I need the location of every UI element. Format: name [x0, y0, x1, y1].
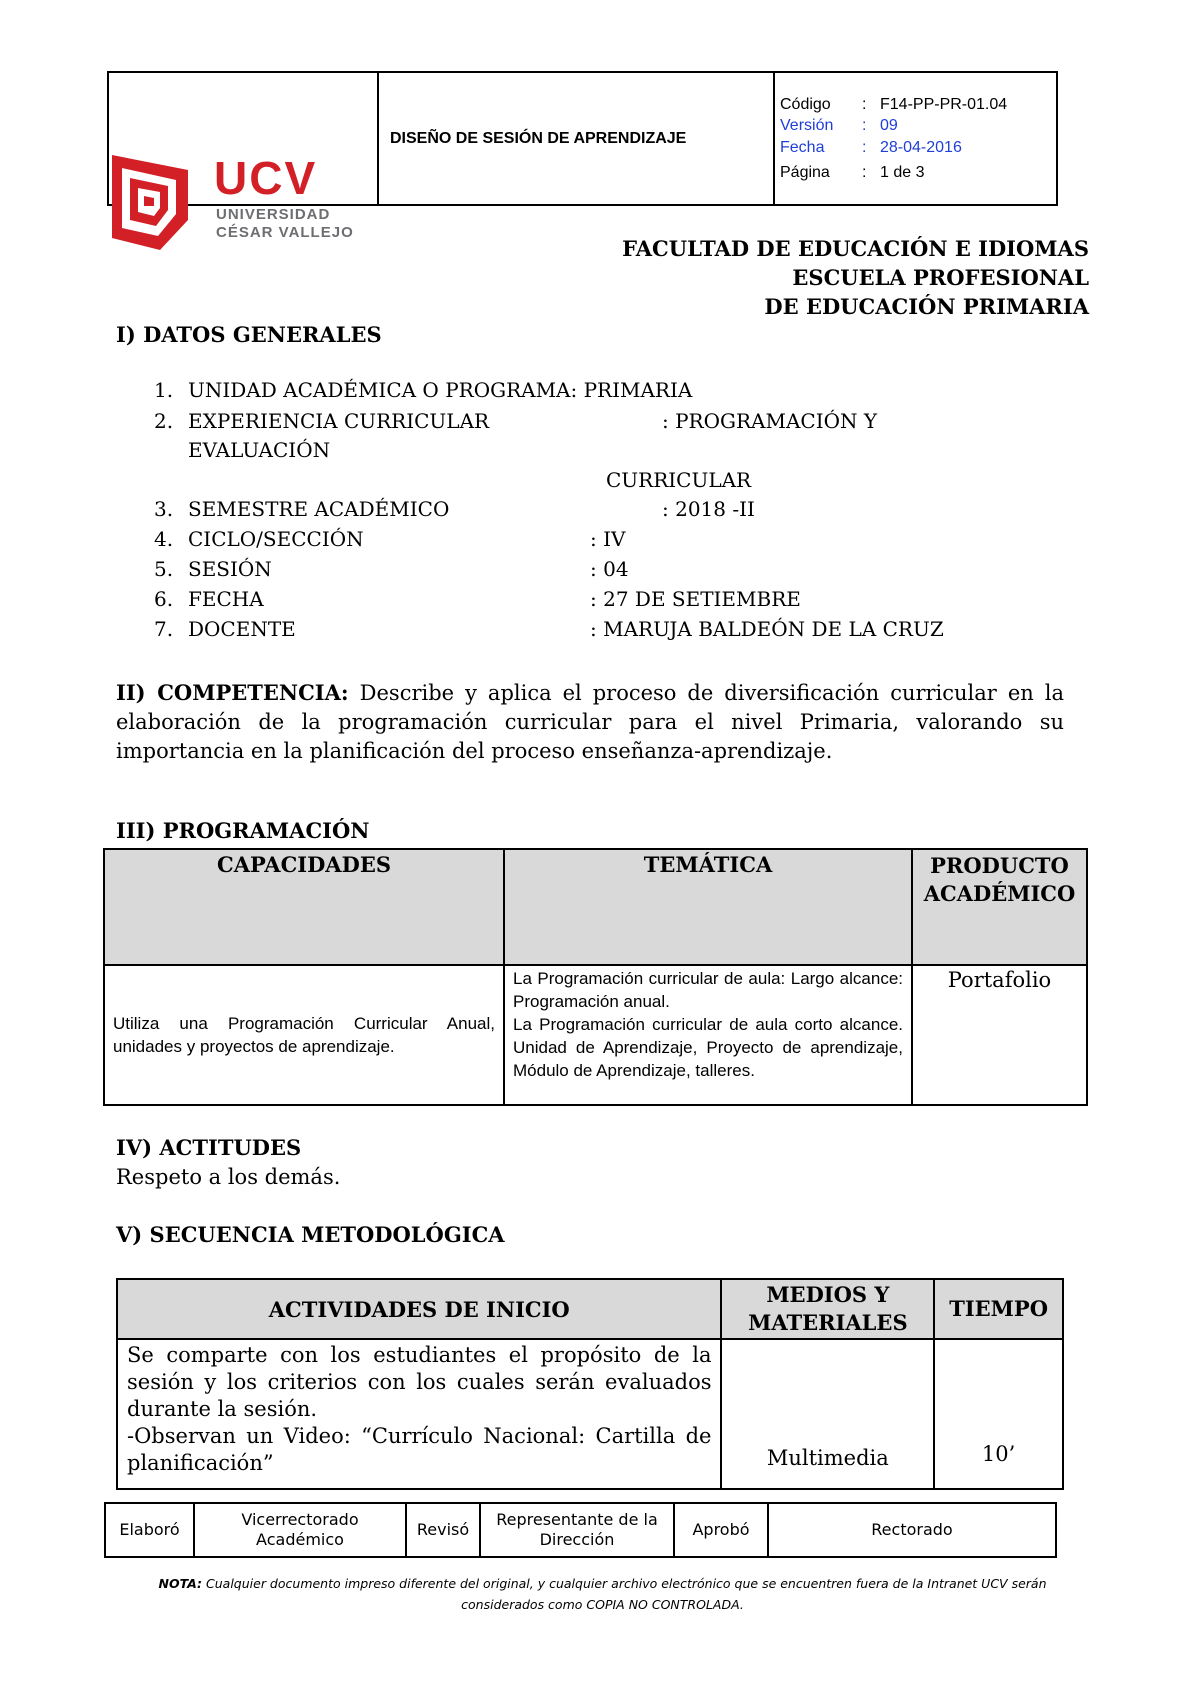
- competencia-text: Describe y aplica el proceso de diversificación curricular en la elaboración de la programación curricular para el nivel Primaria, valorando su importancia en la planificación del proceso enseñanza-aprendizaje.: [116, 681, 1064, 763]
- header-capacidades: CAPACIDADES: [104, 849, 504, 965]
- value-aprobo: Rectorado: [768, 1503, 1056, 1557]
- list-item-label: DOCENTE: [188, 617, 296, 641]
- list-item-continuation: CURRICULAR: [606, 468, 752, 492]
- tematica-line2: La Programación curricular de aula corto alcance. Unidad de Aprendizaje, Proyecto de aprendizaje, Módulo de Aprendizaje, talleres.: [513, 1015, 903, 1080]
- nota-text: Cualquier documento impreso diferente del original, y cualquier archivo electrónico que se encuentren fuera de la Intranet UCV serán considerados como COPIA NO CONTROLADA.: [202, 1576, 1047, 1612]
- meta-pagina-value: 1 de 3: [880, 164, 925, 181]
- cell-actividades: [117, 1339, 721, 1489]
- list-number: 1.: [154, 378, 174, 402]
- meta-sep: :: [862, 96, 867, 113]
- logo-line2: CÉSAR VALLEJO: [216, 224, 354, 241]
- meta-sep: :: [862, 164, 867, 181]
- list-number: 3.: [154, 497, 174, 521]
- list-item-value: : 04: [590, 557, 629, 581]
- secuencia-table: [116, 1278, 1064, 1490]
- list-item-value: : PROGRAMACIÓN Y: [662, 409, 878, 433]
- cell-capacidad: Utiliza una Programación Curricular Anual, unidades y proyectos de aprendizaje.: [104, 965, 504, 1105]
- footer-note: [120, 1573, 1085, 1615]
- competencia-label: II) COMPETENCIA:: [116, 680, 349, 705]
- nota-label: NOTA:: [158, 1576, 203, 1591]
- approval-table: [104, 1502, 1057, 1558]
- list-item: UNIDAD ACADÉMICA O PROGRAMA: PRIMARIA: [188, 378, 693, 402]
- list-item-value: : MARUJA BALDEÓN DE LA CRUZ: [590, 617, 944, 641]
- tematica-line1: La Programación curricular de aula: Largo alcance: Programación anual.: [513, 969, 903, 1011]
- list-item-label: CICLO/SECCIÓN: [188, 527, 364, 551]
- list-item-continuation: EVALUACIÓN: [188, 438, 331, 462]
- list-item-label: FECHA: [188, 587, 264, 611]
- meta-fecha-label: Fecha: [780, 139, 825, 156]
- meta-sep: :: [862, 117, 867, 134]
- document-title: DISEÑO DE SESIÓN DE APRENDIZAJE: [390, 130, 687, 147]
- list-number: 6.: [154, 587, 174, 611]
- faculty-line3: DE EDUCACIÓN PRIMARIA: [764, 294, 1089, 319]
- programacion-table: [103, 848, 1088, 1106]
- header-actividades: ACTIVIDADES DE INICIO: [117, 1279, 721, 1339]
- list-item-label: SESIÓN: [188, 557, 272, 581]
- list-item-label: EXPERIENCIA CURRICULAR: [188, 409, 490, 433]
- label-reviso: Revisó: [406, 1503, 480, 1557]
- header-producto: PRODUCTO ACADÉMICO: [912, 849, 1087, 965]
- actividad-line2: -Observan un Video: “Currículo Nacional: Cartilla de planificación”: [127, 1424, 712, 1475]
- competencia-paragraph: [116, 678, 1064, 766]
- list-number: 7.: [154, 617, 174, 641]
- meta-codigo-label: Código: [780, 96, 831, 113]
- meta-sep: :: [862, 139, 867, 156]
- faculty-line2: ESCUELA PROFESIONAL: [792, 265, 1089, 290]
- value-elaboro: Vicerrectorado Académico: [194, 1503, 406, 1557]
- cell-tiempo: 10’: [934, 1339, 1063, 1489]
- section-heading-secuencia: V) SECUENCIA METODOLÓGICA: [116, 1222, 505, 1247]
- list-number: 4.: [154, 527, 174, 551]
- section-heading-datos: I) DATOS GENERALES: [116, 322, 382, 347]
- list-item-label: SEMESTRE ACADÉMICO: [188, 497, 450, 521]
- cell-producto: Portafolio: [912, 965, 1087, 1105]
- list-item-value: : 2018 -II: [662, 497, 755, 521]
- actitudes-text: Respeto a los demás.: [116, 1165, 341, 1189]
- cell-tematica: [504, 965, 912, 1105]
- faculty-line1: FACULTAD DE EDUCACIÓN E IDIOMAS: [622, 236, 1089, 261]
- section-heading-programacion: III) PROGRAMACIÓN: [116, 818, 370, 843]
- meta-version-value: 09: [880, 117, 898, 134]
- value-reviso: Representante de la Dirección: [480, 1503, 674, 1557]
- header-tematica: TEMÁTICA: [504, 849, 912, 965]
- label-aprobo: Aprobó: [674, 1503, 768, 1557]
- logo-line1: UNIVERSIDAD: [216, 206, 331, 223]
- meta-codigo-value: F14-PP-PR-01.04: [880, 96, 1008, 113]
- label-elaboro: Elaboró: [105, 1503, 194, 1557]
- list-item-value: : IV: [590, 527, 626, 551]
- logo-brand-text: UCV: [214, 152, 318, 204]
- meta-pagina-label: Página: [780, 164, 830, 181]
- list-number: 2.: [154, 409, 174, 433]
- list-number: 5.: [154, 557, 174, 581]
- meta-fecha-value: 28-04-2016: [880, 139, 962, 156]
- header-medios: MEDIOS Y MATERIALES: [721, 1279, 934, 1339]
- list-item-value: : 27 DE SETIEMBRE: [590, 587, 801, 611]
- actividad-line1: Se comparte con los estudiantes el propósito de la sesión y los criterios con los cuales serán evaluados durante la sesión.: [127, 1343, 712, 1421]
- cell-medios: Multimedia: [721, 1339, 934, 1489]
- header-tiempo: TIEMPO: [934, 1279, 1063, 1339]
- meta-version-label: Versión: [780, 117, 834, 134]
- section-heading-actitudes: IV) ACTITUDES: [116, 1135, 302, 1160]
